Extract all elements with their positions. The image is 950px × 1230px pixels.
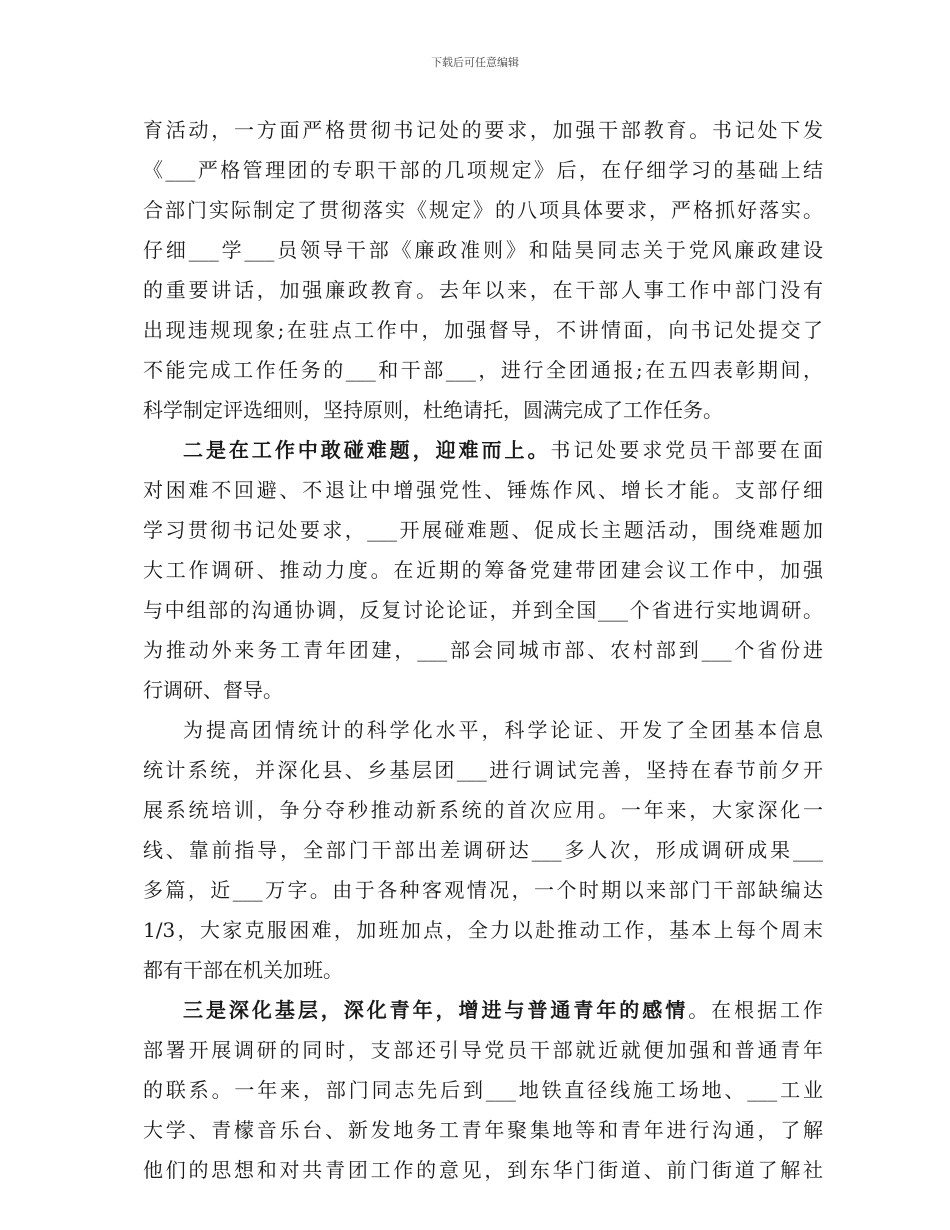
paragraph-line: 合部门实际制定了贯彻落实《规定》的八项具体要求，严格抓好落实。 bbox=[143, 198, 823, 222]
paragraph-line: 与中组部的沟通协调，反复讨论论证，并到全国___个省进行实地调研。 bbox=[143, 598, 823, 622]
paragraph-line: 不能完成工作任务的___和干部___，进行全团通报;在五四表彰期间， bbox=[143, 358, 823, 382]
paragraph-line: 大学、青檬音乐台、新发地务工青年聚集地等和青年进行沟通，了解 bbox=[143, 1118, 823, 1142]
paragraph-line: 大工作调研、推动力度。在近期的筹备党建带团建会议工作中，加强 bbox=[143, 558, 823, 582]
page-header: 下载后可任意编辑 bbox=[431, 56, 519, 69]
paragraph-line: 部署开展调研的同时，支部还引导党员干部就近就便加强和普通青年 bbox=[143, 1038, 823, 1062]
paragraph-line: 《___严格管理团的专职干部的几项规定》后，在仔细学习的基础上结 bbox=[143, 158, 823, 182]
paragraph-line: 线、靠前指导，全部门干部出差调研达___多人次，形成调研成果___ bbox=[143, 838, 823, 862]
paragraph-line: 仔细___学___员领导干部《廉政准则》和陆昊同志关于党风廉政建设 bbox=[143, 238, 823, 262]
paragraph-line: 都有干部在机关加班。 bbox=[143, 958, 343, 982]
paragraph-line: 的重要讲话，加强廉政教育。去年以来，在干部人事工作中部门没有 bbox=[143, 278, 823, 302]
paragraph-line: 出现违规现象;在驻点工作中，加强督导，不讲情面，向书记处提交了 bbox=[143, 318, 823, 342]
paragraph-line: 育活动，一方面严格贯彻书记处的要求，加强干部教育。书记处下发 bbox=[143, 118, 823, 142]
paragraph-line bbox=[183, 436, 823, 464]
paragraph-line: 学习贯彻书记处要求，___开展碰难题、促成长主题活动，围绕难题加 bbox=[143, 518, 823, 542]
paragraph-line: 为推动外来务工青年团建，___部会同城市部、农村部到___个省份进 bbox=[143, 638, 823, 662]
paragraph-lead: 三是深化基层，深化青年，增进与普通青年的感情 bbox=[183, 998, 689, 1022]
paragraph-line: 行调研、督导。 bbox=[143, 678, 283, 702]
paragraph-line: 多篇，近___万字。由于各种客观情况，一个时期以来部门干部缺编达 bbox=[143, 878, 823, 902]
paragraph-line: 1/3，大家克服困难，加班加点，全力以赴推动工作，基本上每个周末 bbox=[143, 918, 823, 942]
paragraph-line: 统计系统，并深化县、乡基层团___进行调试完善，坚持在春节前夕开 bbox=[143, 758, 823, 782]
paragraph-line: 的联系。一年来，部门同志先后到___地铁直径线施工场地、___工业 bbox=[143, 1078, 823, 1102]
paragraph-line: 他们的思想和对共青团工作的意见，到东华门街道、前门街道了解社 bbox=[143, 1158, 823, 1182]
paragraph-lead: 二是在工作中敢碰难题，迎难而上。 bbox=[183, 438, 551, 462]
paragraph-line: 对困难不回避、不退让中增强党性、锤炼作风、增长才能。支部仔细 bbox=[143, 478, 823, 502]
paragraph-line: 为提高团情统计的科学化水平，科学论证、开发了全团基本信息 bbox=[183, 718, 823, 742]
paragraph-line: 科学制定评选细则，坚持原则，杜绝请托，圆满完成了工作任务。 bbox=[143, 398, 723, 422]
paragraph-text: 。在根据工作 bbox=[688, 998, 824, 1022]
paragraph-line bbox=[183, 996, 823, 1024]
paragraph-line: 展系统培训，争分夺秒推动新系统的首次应用。一年来，大家深化一 bbox=[143, 798, 823, 822]
paragraph-text: 书记处要求党员干部要在面 bbox=[550, 438, 824, 462]
